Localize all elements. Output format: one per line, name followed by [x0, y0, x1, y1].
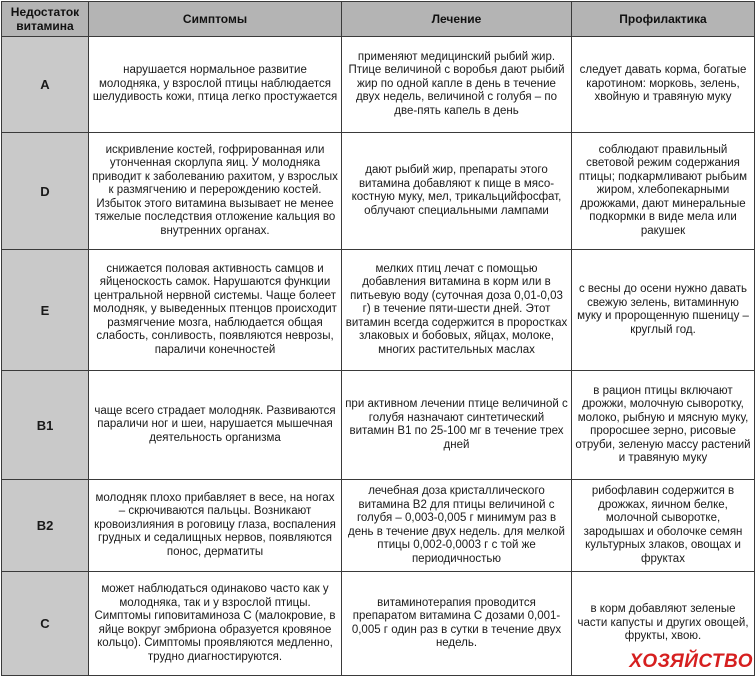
symptoms-cell: чаще всего страдает молодняк. Развиваются параличи ног и шеи, нарушается мышечная деятельность организма — [89, 371, 342, 480]
watermark-logo: ХОЗЯЙСТВО — [629, 651, 753, 672]
vitamin-cell: A — [2, 37, 89, 133]
symptoms-cell: искривление костей, гофрированная или утонченная скорлупа яиц. У молодняка приводит к заболеванию рахитом, у взрослых к размягчению и перерождению костей. Избыток этого витамина вызывает не менее тяжелые последствия отложение кальция во внутренних органах. — [89, 133, 342, 250]
prevention-cell: рибофлавин содержится в дрожжах, яичном белке, молочной сыворотке, зародышах и оболочке семян культурных злаков, овощах и фруктах — [572, 480, 755, 572]
vitamin-cell: E — [2, 250, 89, 371]
symptoms-cell: нарушается нормальное развитие молодняка, у взрослой птицы наблюдается шелудивость кожи, птица легко простужается — [89, 37, 342, 133]
treatment-cell: применяют медицинский рыбий жир. Птице величиной с воробья дают рыбий жир по одной капле в день в течение двух недель, величиной с голубя – по две-пять капель в день — [342, 37, 572, 133]
vitamin-deficiency-table — [1, 1, 755, 676]
table-header-row — [2, 2, 755, 37]
treatment-cell: при активном лечении птице величиной с голубя назначают синтетический витамин В1 по 25-100 мг в течение трех дней — [342, 371, 572, 480]
table-row — [2, 371, 755, 480]
table-row — [2, 37, 755, 133]
table-row — [2, 480, 755, 572]
symptoms-cell: может наблюдаться одинаково часто как у молодняка, так и у взрослой птицы. Симптомы гиповитаминоза С (малокровие, в яйце вокруг эмбриона образуется кровяное кольцо). Симптомы проявляются медленно, трудно диагностируются. — [89, 572, 342, 676]
prevention-cell: соблюдают правильный световой режим содержания птицы; подкармливают рыбьим жиром, хлебопекарными дрожжами, дают минеральные подкормки в виде мела или ракушек — [572, 133, 755, 250]
prevention-cell: в корм добавляют зеленые части капусты и других овощей, фрукты, хвою. — [572, 572, 755, 676]
treatment-cell: дают рыбий жир, препараты этого витамина добавляют к пище в мясо-костную муку, мел, трикальцийфосфат, облучают специальными лампами — [342, 133, 572, 250]
treatment-cell: витаминотерапия проводится препаратом витамина С дозами 0,001-0,005 г один раз в сутки в течение двух недель. — [342, 572, 572, 676]
table-row — [2, 133, 755, 250]
vitamin-cell: B2 — [2, 480, 89, 572]
prevention-cell: следует давать корма, богатые каротином: морковь, зелень, хвойную и травяную муку — [572, 37, 755, 133]
symptoms-cell: снижается половая активность самцов и яйценоскость самок. Нарушаются функции центральной нервной системы. Чаще болеет молодняк, у выведенных птенцов происходит размягчение мозга, наблюдается общая слабость, сонливость, появляются неврозы, параличи конечностей — [89, 250, 342, 371]
symptoms-cell: молодняк плохо прибавляет в весе, на ногах – скрючиваются пальцы. Возникают кровоизлияния в роговицу глаза, воспаления грудных и седалищных нервов, появляются понос, дерматиты — [89, 480, 342, 572]
prevention-cell: в рацион птицы включают дрожжи, молочную сыворотку, молоко, рыбную и мясную муку, проросшее зерно, рисовые отруби, зеленую массу растений и травяную муку — [572, 371, 755, 480]
vitamin-cell: B1 — [2, 371, 89, 480]
header-prevention: Профилактика — [572, 2, 755, 37]
header-treatment: Лечение — [342, 2, 572, 37]
table-row — [2, 250, 755, 371]
header-deficiency: Недостаток витамина — [2, 2, 89, 37]
vitamin-cell: D — [2, 133, 89, 250]
treatment-cell: мелких птиц лечат с помощью добавления витамина в корм или в питьевую воду (суточная доза 0,01-0,03 г) в течение пяти-шести дней. Этот витамин всегда содержится в проростках злаковых и бобовых, яйцах, молоке, многих растительных маслах — [342, 250, 572, 371]
prevention-cell: с весны до осени нужно давать свежую зелень, витаминную муку и пророщенную пшеницу – круглый год. — [572, 250, 755, 371]
vitamin-cell: C — [2, 572, 89, 676]
treatment-cell: лечебная доза кристаллического витамина В2 для птицы величиной с голубя – 0,003-0,005 г минимум раз в день в течение двух недель. для мелкой птицы 0,002-0,0003 г с той же периодичностью — [342, 480, 572, 572]
header-symptoms: Симптомы — [89, 2, 342, 37]
